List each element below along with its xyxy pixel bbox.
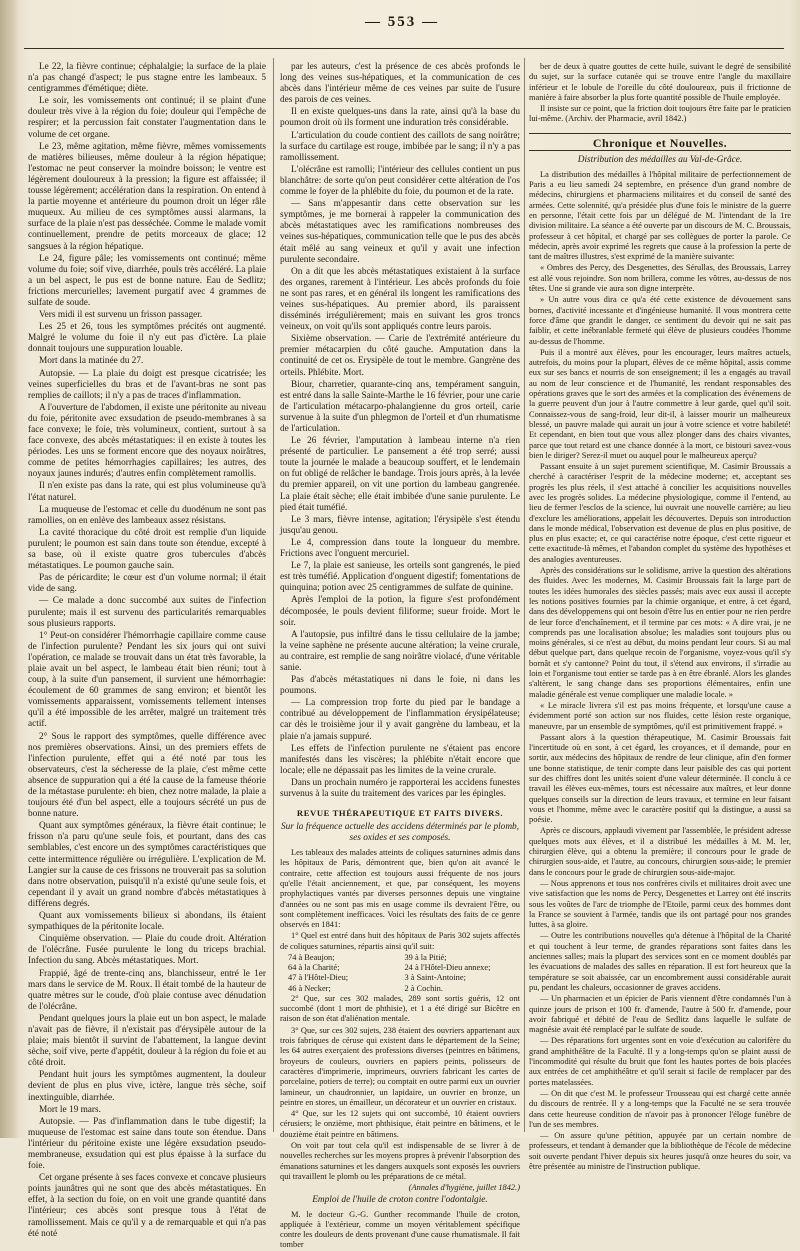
paragraph: Dans un prochain numéro je rapporterai les accidens funestes survenus à la suite du traitement des varices par les épingles. bbox=[280, 777, 520, 799]
paragraph: Quant aux symptômes généraux, la fièvre était continue; le frisson n'a paru qu'une seule fois, et pourtant, dans des cas semblables, c'est encore un des symptômes caractéristiques que cette intermittence régulière ou irrégulière. L'explication de M. Langier sur la cause de ces frissons ne trouverait pas sa solution dans notre observation, puisqu'il n'a existé qu'une seule fois, et cependant il y avait un grand nombre d'abcès métastatiques à différens degrés. bbox=[28, 821, 266, 909]
paragraph: Pas d'abcès métastatiques ni dans le foie, ni dans les poumons. bbox=[280, 675, 520, 697]
paragraph: Après l'emploi de la potion, la figure s'est profondément décomposée, le pouls devient filiforme; sueur froide. Mort le soir. bbox=[280, 595, 520, 628]
tally-cell: 47 à l'Hôtel-Dieu; bbox=[288, 973, 349, 983]
paragraph: On a dit que les abcès métastatiques existaient à la surface des organes, rarement à l'intérieur. Les abcès profonds du foie ne sont pas rares, et en général ils longent les ramifications des veines sus-hépatiques. Au premier abord, ils paraissent disséminés irrégulièrement; mais en suivant les gros troncs veineux, on voit qu'ils sont appliqués contre leurs parois. bbox=[280, 266, 520, 333]
page-header bbox=[20, 12, 784, 40]
column-divider-1 bbox=[273, 58, 274, 1132]
paragraph: Biour, charretier, quarante-cinq ans, tempérament sanguin, est entré dans la salle Sainte-Marthe le 16 février, pour une carie de l'articulation métacarpo-phalangienne du gros orteil, carie survenue à la suite d'un phlegmon de l'orteil et d'un rhumatisme de l'articulation. bbox=[280, 379, 520, 434]
paragraph: Passant alors à la question thérapeutique, M. Casimir Broussais fait l'incertitude où en sont, à cet égard, les croyances, et il demande, pour en sortir, aux médecins des hôpitaux de rendre de leur clinique, afin d'en former une bonne statistique, de tenir compte dans leur paisible des cas qui portent sur des chiffres dont les unités soient d'une valeur déterminée. Il conclu à ce travail les élèves eux-mêmes, tours est nécessaire aux maîtres, et leur donne quelques conseils sur la direction de leurs travaux, et termine en leur faisant vous et l'homme, même avec le caractère positif qui la distingue, a aussi sa poésie. bbox=[529, 732, 791, 825]
header-rule bbox=[24, 48, 784, 49]
paragraph: Puis il a montré aux élèves, pour les encourager, leurs maîtres actuels, autrefois, du moins pour la plupart, élèves de ce même hôpital, assis comme eux sur ses bancs et nourris de son enseignement; il les a engagés au travail au nom de leur conscience et de l'humanité, les rendant responsables des opérations graves que le sort des armées et la complication des événemens de la guerre peuvent d'un jour à l'autre commettre à leur garde, quel qu'il soit. Connaissez-vous de sang-froid, leur dit-il, à laisser mourir un malheureux blessé, un pauvre malade qui aurait un jour à votre science et votre habileté! Et cependant, en bien tout que vous allez plonger dans des chairs vivantes, parce que tout retard est une chance donnée à la mort, ce bistouri savez-vous bien le diriger? Serez-il muet ou auquel pour le malheureux aperçu? bbox=[529, 347, 791, 460]
paragraph: Vers midi il est survenu un frisson passager. bbox=[39, 310, 203, 321]
paragraph: Les tableaux des malades atteints de coliques saturnines admis dans les hôpitaux de Paris, démontrent que, bien qu'on ait avancé le contraire, cette affection est toujours aussi fréquente de nos jours qu'elle l'était anciennement, et que, par conséquent, les moyens prophylactiques vantés par diverses personnes depuis une vingtaine d'années ou ne sont pas mis en usage comme ils devraient l'être, ou sont complètement inefficaces. Voici les résultats des faits de ce genre observés en 1841: bbox=[280, 848, 520, 930]
section-heading: REVUE THÉRAPEUTIQUE ET FAITS DIVERS. bbox=[296, 808, 504, 819]
paragraph: — On dit que c'est M. le professeur Trousseau qui est chargé cette année du discours de rentrée. Il y a long-temps que la Faculté ne se sera trouvée dans cette heureuse condition de n'avoir pas à prononcer l'éloge funèbre de l'un de ses membres. bbox=[529, 1088, 791, 1129]
tally-row bbox=[280, 984, 520, 994]
tally-cell: 2 à Cochin. bbox=[404, 983, 443, 993]
paragraph: Pas de péricardite; le cœur est d'un volume normal; il était vide de sang. bbox=[28, 573, 266, 595]
paragraph: La muqueuse de l'estomac et celle du duodénum ne sont pas ramollies, on en enlève des lambeaux assez résistans. bbox=[28, 504, 266, 526]
paragraph: — On assure qu'une pétition, appuyée par un certain nombre de professeurs, et tendant à demander que la bibliothèque de l'école de médecine soit ouverte pendant l'hiver depuis six heures jusqu'à onze heures du soir, va être présentée au ministre de l'instruction publique. bbox=[529, 1131, 791, 1171]
paragraph: La cavité thoracique du côté droit est remplie d'un liquide purulent; le poumon est sain dans toute son étendue, excepté à sa base, où il existe quatre gros tubercules d'abcès métastatiques. Le poumon gauche sain. bbox=[28, 527, 266, 572]
paragraph: Passant ensuite à un sujet purement scientifique, M. Casimir Broussais a cherché à caractériser l'esprit de la médecine moderne; et, acceptant ses progrès les plus réels, il s'est attaché à concilier les acquisitions nouvelles avec les progrès solides. La médecine physiologique, comme il l'entend, au lieu de fermer l'esclos de la science, lui ouvrait une nouvelle carrière; au lieu d'exclure les améliorations, appelait les découvertes. Depuis son introduction dans le monde médical, l'observation est devenue de plus en plus positive, de plus en plus exacte; et, ce qui caractérise notre époque, c'est cette rigueur et cette exactitude-là mêmes, et l'abandon complet du système des hypothèses et des analogies aventureuses. bbox=[529, 462, 791, 564]
hospital-tally bbox=[280, 953, 520, 994]
tally-cell: 24 à l'Hôtel-Dieu annexe; bbox=[404, 963, 491, 973]
column-divider-2 bbox=[524, 58, 525, 1132]
tally-cell: 64 à la Charité; bbox=[288, 963, 340, 973]
section-heading: Chronique et Nouvelles. bbox=[529, 133, 791, 151]
paragraph: 4° Que, sur les 12 sujets qui ont succombé, 10 étaient ouvriers cérusiers; le onzième, mort phthisique, était peintre en bâtimens, et le douzième était peintre en bâtimens. bbox=[280, 1109, 520, 1139]
paragraph: Pendant huit jours les symptômes augmentent, la douleur devient de plus en plus vive, ictère, langue très sèche, soif inextinguible, diarrhée. bbox=[28, 1070, 266, 1103]
tally-cell: 46 à Necker; bbox=[288, 983, 331, 993]
paragraph: Le 3 mars, fièvre intense, agitation; l'érysipèle s'est étendu jusqu'au genou. bbox=[280, 514, 520, 536]
tally-row bbox=[280, 953, 520, 963]
paragraph: — Des réparations fort urgentes sont en voie d'exécution au calorifère du grand amphithéâtre de la Faculté. Il y a long-temps qu'on se plaint aussi de l'incommodité qui résulte du bruit que font les hautes portes de bois placées aux entrées de cet amphithéâtre et qu'il serait si facile de remplacer par des portes matelassées. bbox=[529, 1036, 791, 1087]
paragraph: Il insiste sur ce point, que la friction doit toujours être faite par le praticien lui-même. (Archiv. der Pharmacie, avril 1842.) bbox=[529, 104, 791, 124]
column-right bbox=[529, 62, 791, 1171]
article-subtitle: Emploi de l'huile de croton contre l'odontalgie. bbox=[312, 1194, 488, 1205]
paragraph: Les effets de l'infection purulente ne s'étaient pas encore manifestés dans les viscères; la phlébite n'était encore que locale; elle ne dépassait pas les limites de la veine crurale. bbox=[280, 743, 520, 776]
paragraph: 1° Quel est entré dans huit des hôpitaux de Paris 302 sujets affectés de coliques saturnines, répartis ainsi qu'il suit: bbox=[280, 931, 520, 951]
paragraph: Mort le 19 mars. bbox=[39, 1104, 101, 1115]
paragraph: M. le docteur G.-G. Gunther recommande l'huile de croton, appliquée à l'extérieur, comme un moyen véritablement spécifique contre les douleurs de dents provenant d'une cause rhumatismale. Il fait tomber bbox=[280, 1209, 520, 1250]
paragraph: L'olécrâne est ramolli; l'intérieur des cellules contient un pus blanchâtre: de sorte qu'on peut considérer cette altération de l'os comme le foyer de la phlébite du foie, du poumon et de la rate. bbox=[280, 164, 520, 198]
tally-cell: 74 à Beaujon; bbox=[288, 953, 335, 963]
paragraph: — La compression trop forte du pied par le bandage a contribué au développement de l'inflammation érysipélateuse; car dès le troisième jour il y avait gangrène du lambeau, et la plaie n'a jamais suppuré. bbox=[280, 698, 520, 742]
paragraph: « Ombres des Percy, des Desgenettes, des Sérullas, des Broussais, Larrey est allé vous rejoindre. Son nom brillera, comme les vôtres, au-dessus de nos têtes. Une si grande vie aura son digne interprète. bbox=[529, 263, 791, 294]
paragraph: Il en existe quelques-uns dans la rate, ainsi qu'à la base du poumon droit où ils forment une induration très considérable. bbox=[280, 107, 520, 129]
paragraph: Sixième observation. — Carie de l'extrémité antérieure du premier métacarpien du côté gauche. Amputation dans la continuité de cet os. Erysipèle de tout le membre. Gangrène des orteils. Phlébite. Mort. bbox=[280, 334, 520, 378]
paragraph: Le soir, les vomissements ont continué; il se plaint d'une douleur très vive à la région du foie; douleur qui l'empêche de respirer; et la percussion fait constater l'augmentation dans le volume de cet organe. bbox=[28, 96, 266, 140]
paragraph: Après des considérations sur le solidisme, arrive la question des altérations des fluides. Avec les modernes, M. Casimir Broussais fait la large part de toutes les idées humorales des siècles passés; mais avec eux aussi il accepte les notions positives fournies par la chimie organique, et entre, à cet égard, dans des développemens qui ont besoin d'être lus en entier pour ne rien perdre de leur force d'enchaînement, et il termine par ces mots: « A dire vrai, je ne comprends pas une localisation absolue; les maladies sont toujours plus ou moins générales, si ce n'est au début, du moins pendant leur cours. Si au mal début quelque part, dans quelque recoin de l'organisme, voyez-vous qu'il s'y bornât et s'y cantonne? Point du tout, il s'étend aux environs, il s'irradie au loin et l'organisme tout entier se tarde pas à en être ébranlé. Alors les glandes s'altèrent, le sang change dans ses proportions élémentaires, enfin une maladie générale est venue compliquer une maladie locale. » bbox=[529, 566, 791, 699]
paragraph: Le 7, la plaie est sanieuse, les orteils sont gangrenés, le pied est très tuméfié. Application d'onguent digestif; fomentations de quinquina; potion avec 25 centigrammes de sulfate de quinine. bbox=[280, 561, 520, 594]
tally-cell: 39 à la Pitié; bbox=[404, 953, 447, 963]
paragraph: — Sans m'appesantir dans cette observation sur les symptômes, je me bornerai à rappeler la communication des abcès métastatiques avec les ramifications nombreuses des veines sus-hépatiques, communication telle que le pus des abcès était mêlé au sang veineux et qu'il y avait une infection purulente secondaire. bbox=[280, 199, 520, 265]
paragraph: Les 25 et 26, tous les symptômes précités ont augmenté. Malgré le volume du foie il n'y eut pas d'ictère. La plaie donnait toujours une suppuration louable. bbox=[28, 322, 266, 355]
article-subtitle: Sur la fréquence actuelle des accidens déterminés par le plomb, ses oxides et ses composés. bbox=[280, 822, 520, 844]
tally-row bbox=[280, 973, 520, 983]
paragraph: A l'ouverture de l'abdomen, il existe une péritonite au niveau du foie, péritonite avec exsudation de pseudo-membranes à sa face convexe; le foie, très volumineux, contient, surtout à sa face convexe, des abcès métastatiques: il en existe à toutes les périodes. Les uns se forment encore que des noyaux noirâtres, comme de petites hémorrhagies capillaires; les autres, des noyaux jaunes indurés; d'autres enfin complètement ramollis. bbox=[28, 402, 266, 480]
article-subtitle: Distribution des médailles au Val-de-Grâce. bbox=[577, 154, 743, 165]
paragraph: par les auteurs, c'est la présence de ces abcès profonds le long des veines sus-hépatiques, et la communication de ces abcès dans l'intérieur même de ces veines par suite de l'usure des parois de ces veines. bbox=[280, 62, 520, 106]
paragraph: 3° Que, sur ces 302 sujets, 238 étaient des ouvriers appartenant aux trois fabriques de céruse qui existent dans le département de la Seine; les 64 autres exerçaient des professions diverses (peintres en bâtimens, broyeurs de couleurs, ouvriers en papiers peints, polisseurs de caractères d'imprimerie, imprimeurs, ouvriers fabricant les cartes de porcelaine, potiers de terre); ou comptait en outre parmi eux un ouvrier lamineur, un chaudronnier, un lapidaire, un ouvrier en bronze, un peintre en stores, un émailleur, un décorateur et un ouvrier en cristaux. bbox=[280, 1025, 520, 1107]
paragraph: Le 24, figure pâle; les vomissements ont continué; même volume du foie; soif vive, diarrhée, pouls très accéléré. La plaie a un bel aspect, le pus est de bonne nature. Eau de Sedlitz; frictions mercurielles; lavement purgatif avec 4 grammes de sulfate de soude. bbox=[28, 253, 266, 308]
paragraph: Mort dans la matinée du 27. bbox=[39, 356, 144, 367]
tally-cell: 3 à Saint-Antoine; bbox=[404, 973, 466, 983]
paragraph: 2° Que, sur ces 302 malades, 289 sont sortis guéris, 12 ont succombé (dont 1 mort de phthisie), et 1 a été dirigé sur Bicêtre en raison de son état d'aliénation mentale. bbox=[280, 993, 520, 1024]
paragraph: La distribution des médailles à l'hôpital militaire de perfectionnement de Paris a eu lieu samedi 24 septembre, en présence d'un grand nombre de médecins, chirurgiens et pharmaciens militaires et du conseil de santé des armées. Cette solennité, qu'a présidée plus d'une fois le ministre de la guerre en personne, l'était cette fois par un délégué de M. l'intendant de la 1re division militaire. La séance a été ouverte par un discours de M. C. Broussais, professeur à cet hôpital, et chargé par ses collègues de porter la parole. Ce médecin, après avoir exprimé les regrets que cause à la profession la perte de tant de maîtres illustres, s'est exprimé de la manière suivante: bbox=[529, 169, 791, 262]
paragraph: Pendant quelques jours la plaie eut un bon aspect, le malade n'avait pas de fièvre, il n'existait pas d'érysipèle autour de la plaie; mais bientôt il survint de l'abattement, la langue devint sèche, soif vive, perte d'appétit, douleur à la région du foie et au côté droit. bbox=[28, 1013, 266, 1069]
paragraph: Après ce discours, applaudi vivement par l'assemblée, le président adresse quelques mots aux élèves, et il a distribué les médailles à M. M. ler, chirurgien élève, qui a obtenu la première; il concours pour le grade de chirurgien sous-aide, et l'autre, au concours, chirurgien sous-aide; le premier dans le concours pour le grade de chirurgien sous-aide-major. bbox=[529, 826, 791, 877]
paragraph: — Outre les contributions nouvelles qu'a détenue à l'hôpital de la Charité et qui touchent à leur terme, de grandes réparations sont faites dans les anciennes salles; mais la plupart des services sont en ce moment doublés par les évacuations de malades des salles en réparation. Il est fort heureux que la température se soit abaissée, car un encombrement aussi considérable aurait pu, pendant les chaleurs, occasionner de graves accidens. bbox=[529, 931, 791, 992]
column-left bbox=[28, 62, 266, 1239]
paragraph: On voit par tout cela qu'il est indispensable de se livrer à de nouvelles recherches sur les moyens propres à prévenir l'absorption des émanations saturnines et les dangers auxquels sont exposés les ouvriers qui travaillent le plomb ou les préparations de ce métal. bbox=[280, 1141, 520, 1181]
paragraph: Frappié, âgé de trente-cinq ans, blanchisseur, entré le 1er mars dans le service de M. Roux. Il était tombé de la hauteur de quatre mètres sur le coude, d'où plaie contuse avec dénudation de l'olécrâne. bbox=[28, 968, 266, 1012]
paragraph: Quant aux vomissements bilieux si abondans, ils étaient sympathiques de la péritonite locale. bbox=[28, 911, 266, 933]
page-number: — 553 — bbox=[365, 14, 439, 30]
paragraph: Le 22, la fièvre continue; céphalalgie; la surface de la plaie n'a pas changé d'aspect; le pus stagne entre les lambeaux. 5 centigrammes d'émétique; diète. bbox=[28, 62, 266, 95]
paragraph: — Ce malade a donc succombé aux suites de l'infection purulente; mais il est survenu des particularités remarquables sous plusieurs rapports. bbox=[28, 596, 266, 629]
paragraph: Cet organe présente à ses faces convexe et concave plusieurs points jaunâtres qui ne sont que des abcès métastatiques. En effet, à la section du foie, on en voit une grande quantité dans l'intérieur; ces abcès sont presque tous à l'état de ramollissement. Mais ce qu'il y a de remarquable et qui n'a pas été noté bbox=[28, 1173, 266, 1239]
paragraph: A l'autopsie, pus infiltré dans le tissu cellulaire de la jambe; la veine saphène ne présente aucune altération; la veine crurale, au contraire, est remplie de sang noirâtre violacé, d'une véritable sanie. bbox=[280, 629, 520, 673]
binding-gutter bbox=[0, 0, 20, 1138]
paragraph: Le 23, même agitation, même fièvre, mêmes vomissements de matières bilieuses, même douleur à la région hépatique; l'estomac ne peut conserver la moindre boisson; le ventre est légèrement douloureux à la pression; la figure est affaissée; il tousse légèrement; accélération dans la respiration. On entend à la partie moyenne et antérieure du poumon droit un léger râle muqueux. Au milieu de ces symptômes aussi alarmans, la surface de la plaie n'est pas desséchée. Comme le malade vomit continuellement, prendre de petits morceaux de glace; 12 sangsues à la région hépatique. bbox=[28, 141, 266, 252]
paragraph: Autopsie. — Pas d'inflammation dans le tube digestif; la muqueuse de l'estomac est saine dans toute son étendue. Dans l'intérieur du péritoine existe une légère exsudation pseudo-membraneuse, exsudation qui est plus épaisse à la surface du foie. bbox=[28, 1116, 266, 1172]
column-middle bbox=[280, 62, 520, 1250]
paragraph: — Nous apprenons et tous nos confrères civils et militaires droit avec une vive satisfaction que les noms de Percy, Desgenettes et Larrey ont été inscrits sous les voûtes de l'arc de triomphe de l'Etoile, parmi ceux des hommes dont la France se souvient à l'armée, tandis que ils ont partagé pour nos grandes luttes, à sa gloire. bbox=[529, 878, 791, 930]
paragraph: » Un autre vous dira ce qu'a été cette existence de dévouement sans bornes, d'activité incessante et d'ingénieuse humanité. Il vous montrera cette force d'âme que grandit le danger, ce sentiment du devoir qui ne sait pas faiblir, et cette inébranlable fermeté qui élève de plusieurs coudées l'homme au-dessus de l'homme. bbox=[529, 295, 791, 346]
paragraph: 1° Peut-on considérer l'hémorrhagie capillaire comme cause de l'infection purulente? Pendant les six jours qui ont suivi l'opération, ce malade se trouvait dans un état très favorable, la plaie avait un bel aspect, le lambeau était bien réuni; tout à coup, à la suite d'un pansement, il survient une hémorrhagie: écoulement de 60 grammes de sang environ; et bientôt les vomissements apparaissent, vomissements tellement intenses qu'il a été impossible de les arrêter, malgré un traitement très actif. bbox=[28, 630, 266, 730]
source-citation: (Annales d'hygiène, juillet 1842.) bbox=[408, 1183, 520, 1193]
paragraph: Autopsie. — La plaie du doigt est presque cicatrisée; les veines superficielles du bras et de l'avant-bras ne sont pas remplies de caillots; il n'y a pas de traces d'inflammation. bbox=[28, 368, 266, 401]
paragraph: « Le miracle livrera s'il est pas moins fréquente, et lorsqu'une cause a évidemment porté son action sur nos fluides, cette lésion reste organique, maneuvre, par un ensemble de symptômes, qu'il est primitivement frappé. » bbox=[529, 700, 791, 731]
paragraph: — Un pharmacien et un épicier de Paris viennent d'être condamnés l'un à quinze jours de prison et 100 fr. d'amende, l'autre à 500 fr. d'amende, pour avoir fabriqué et débité de l'eau de Sedlitz dans laquelle le sulfate de magnésie avait été remplacé par le sulfate de soude. bbox=[529, 994, 791, 1035]
paragraph: 2° Sous le rapport des symptômes, quelle différence avec nos premières observations. Ainsi, un des premiers effets de l'infection purulente, effet qui a été noté par tous les observateurs, c'est la sécheresse de la plaie, c'est même cette absence de suppuration qui a été la cause de la fameuse théorie de la métastase purulente: eh bien, chez notre malade, la plaie a toujours été d'un bel aspect, elle a toujours sécrété un pus de bonne nature. bbox=[28, 731, 266, 820]
paragraph: Le 26 février, l'amputation à lambeau interne n'a rien présenté de particulier. Le pansement a été trop serré; aussi toute la journée le malade a beaucoup souffert, et le lendemain on fut obligé de relâcher le bandage. Trois jours après, à la levée du premier appareil, on vit une portion du lambeau gangrenée. La plaie était sèche; elle était imbibée d'une sanie purulente. Le pied était tuméfié. bbox=[280, 436, 520, 513]
paragraph: L'articulation du coude contient des caillots de sang noirâtre; la surface du cartilage est rouge, imbibée par le sang; il n'y a pas ramollissement. bbox=[280, 130, 520, 163]
paragraph: Cinquième observation. — Plaie du coude droit. Altération de l'olécrâne. Fusée purulente le long du triceps brachial. Infection du sang. Abcès métastatiques. Mort. bbox=[28, 934, 266, 967]
paragraph: Le 4, compression dans toute la longueur du membre. Frictions avec l'onguent mercuriel. bbox=[280, 537, 520, 560]
paragraph: ber de deux à quatre gouttes de cette huile, suivant le degré de sensibilité du sujet, sur la surface cutanée qui se trouve entre l'angle du maxillaire inférieur et le lobule de l'oreille du côté douloureux, puis il frictionne de manière à faire absorber la plus forte quantité possible de l'huile employée. bbox=[529, 62, 791, 102]
paragraph: Il n'en existe pas dans la rate, qui est plus volumineuse qu'à l'état naturel. bbox=[28, 481, 266, 503]
tally-row bbox=[280, 963, 520, 973]
